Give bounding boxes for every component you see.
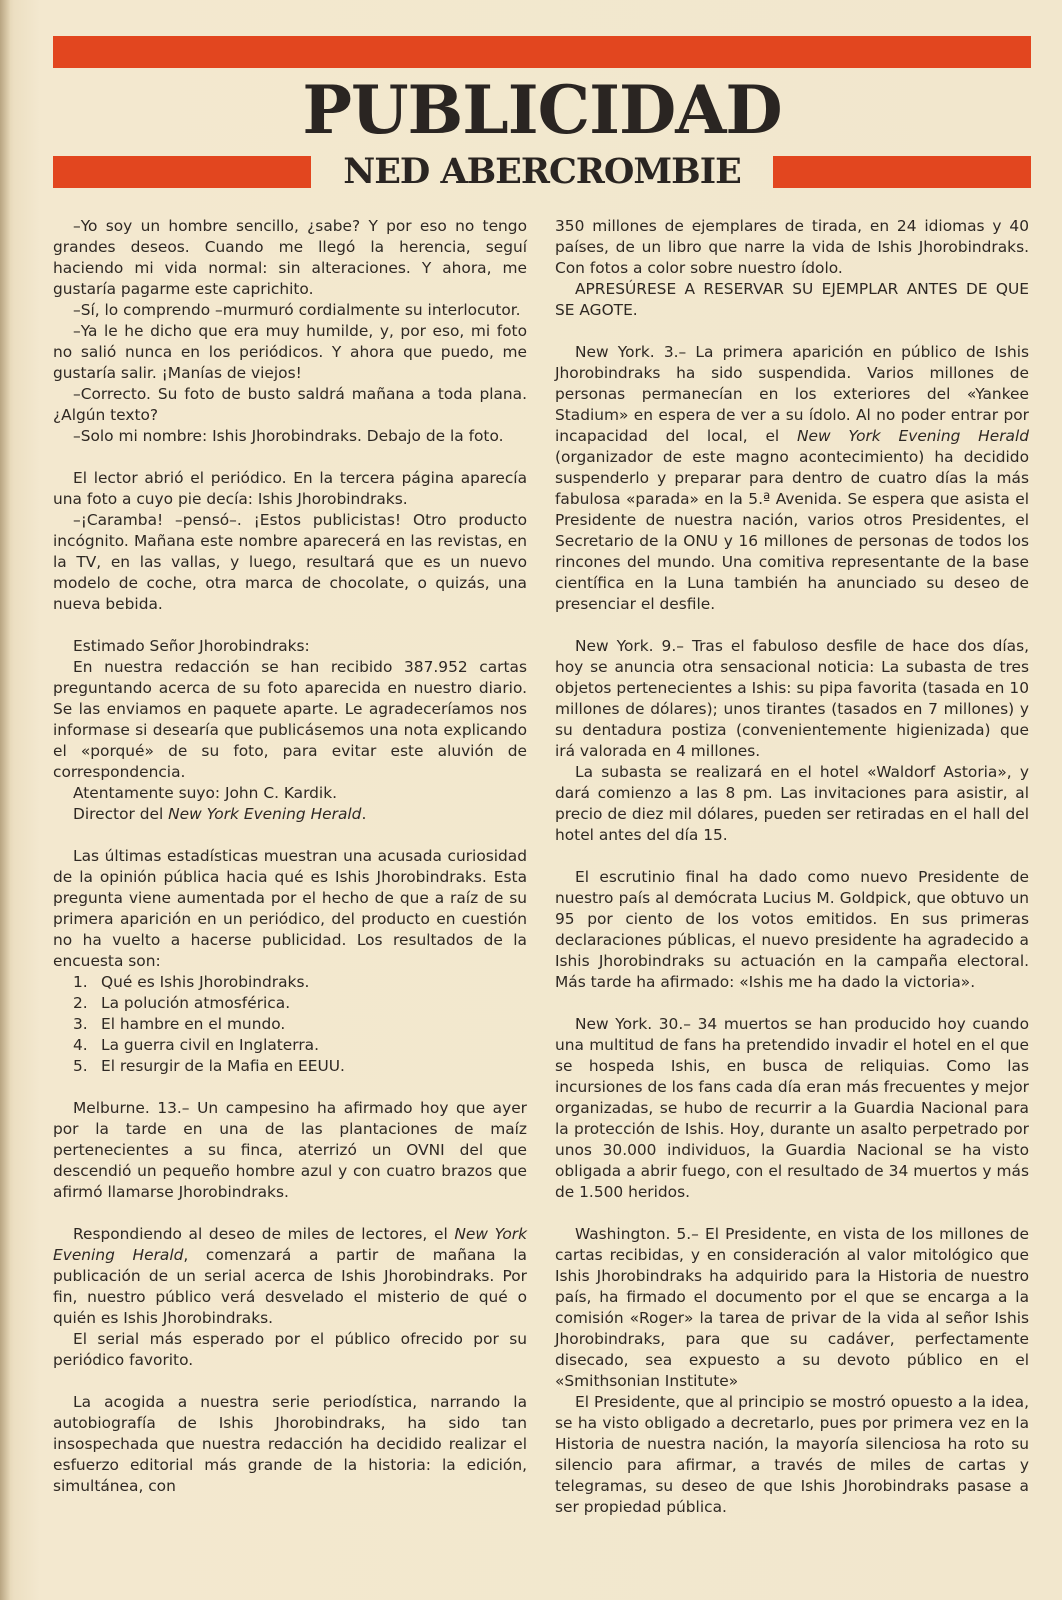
paragraph: El Presidente, que al principio se mostró opuesto a la idea, se ha visto obligado a decretarlo, pues por primera vez en la Historia de nuestra nación, la mayoría silenciosa ha roto su silencio para afirmar, a través de miles de cartas y telegramas, su deseo de que Ishis Jhorobindraks pasase a ser propiedad pública. xyxy=(555,1393,1029,1516)
paragraph: En nuestra redacción se han recibido 387.952 cartas preguntando acerca de su foto aparecida en nuestro diario. Se las enviamos en paquete aparte. Le agradeceríamos nos informase si desearía que publicásemos una nota explicando el «porqué» de su foto, para evitar este aluvión de correspondencia. xyxy=(53,658,527,781)
author-name: NED ABERCROMBIE xyxy=(343,151,741,192)
list-item: 5. El resurgir de la Mafia en EEUU. xyxy=(73,1057,345,1075)
left-column xyxy=(53,216,527,1497)
list-item: 3. El hambre en el mundo. xyxy=(73,1015,286,1033)
paragraph: –Sí, lo comprendo –murmuró cordialmente su interlocutor. xyxy=(73,301,521,319)
paragraph: –Correcto. Su foto de busto saldrá mañana a toda plana. ¿Algún texto? xyxy=(53,385,527,424)
paragraph: Respondiendo al deseo de miles de lectores, el New York Evening Herald, comenzará a partir de mañana la publicación de un serial acerca de Ishis Jhorobindraks. Por fin, nuestro público verá desvelado el misterio de qué o quién es Ishis Jhorobindraks. xyxy=(53,1225,527,1327)
paragraph: New York. 30.– 34 muertos se han producido hoy cuando una multitud de fans ha pretendido invadir el hotel en el que se hospeda Ishis, en busca de reliquias. Como las incursiones de los fans cada día eran más frecuentes y mejor organizadas, se hubo de recurrir a la Guardia Nacional para la protección de Ishis. Hoy, durante un asalto perpetrado por unos 30.000 individuos, la Guardia Nacional se ha visto obligada a abrir fuego, con el resultado de 34 muertos y más de 1.500 heridos. xyxy=(555,1015,1029,1201)
list-item: 1. Qué es Ishis Jhorobindraks. xyxy=(73,973,310,991)
list-item: 2. La polución atmosférica. xyxy=(73,994,291,1012)
paragraph: El serial más esperado por el público ofrecido por su periódico favorito. xyxy=(53,1330,527,1369)
author-left-bar xyxy=(53,156,311,188)
paragraph: –Ya le he dicho que era muy humilde, y, por eso, mi foto no salió nunca en los periódicos. Y ahora que puedo, me gustaría salir. ¡Manías de viejos! xyxy=(53,322,527,382)
paragraph: New York. 3.– La primera aparición en público de Ishis Jhorobindraks ha sido suspendida. Varios millones de personas permanecían en los exteriores del «Yankee Stadium» en espera de ver a su ídolo. Al no poder entrar por incapacidad del local, el New York Evening Herald (organizador de este magno acontecimiento) ha decidido suspenderlo y preparar para dentro de cuatro días la más fabulosa «parada» en la 5.ª Avenida. Se espera que asista el Presidente de nuestra nación, varios otros Presidentes, el Secretario de la ONU y 16 millones de personas de todos los rincones del mundo. Una comitiva representante de la base científica en la Luna también ha anunciado su deseo de presenciar el desfile. xyxy=(555,343,1029,613)
paragraph: Las últimas estadísticas muestran una acusada curiosidad de la opinión pública hacia qué es Ishis Jhorobindraks. Esta pregunta viene aumentada por el hecho de que a raíz de su primera aparición en un periódico, del producto en cuestión no ha vuelto a hacerse publicidad. Los resultados de la encuesta son: xyxy=(53,847,527,970)
author-row xyxy=(53,152,1031,192)
paragraph: Melburne. 13.– Un campesino ha afirmado hoy que ayer por la tarde en una de las plantaciones de maíz pertenecientes a su finca, aterrizó un OVNI del que descendió un pequeño hombre azul y con cuatro brazos que afirmó llamarse Jhorobindraks. xyxy=(53,1099,527,1201)
page-spine-shadow xyxy=(0,0,10,1600)
paragraph: 350 millones de ejemplares de tirada, en 24 idiomas y 40 países, de un libro que narre la vida de Ishis Jhorobindraks. Con fotos a color sobre nuestro ídolo. xyxy=(555,217,1029,277)
survey-results-list xyxy=(53,972,527,1077)
paragraph: La subasta se realizará en el hotel «Waldorf Astoria», y dará comienzo a las 8 pm. Las invitaciones para asistir, al precio de diez mil dólares, pueden ser retiradas en el hall del hotel antes del día 15. xyxy=(555,763,1029,844)
author-right-bar xyxy=(773,156,1031,188)
paragraph: El escrutinio final ha dado como nuevo Presidente de nuestro país al demócrata Lucius M. Goldpick, que obtuvo un 95 por ciento de los votos emitidos. En sus primeras declaraciones públicas, el nuevo presidente ha agradecido a Ishis Jhorobindraks su actuación en la campaña electoral. Más tarde ha afirmado: «Ishis me ha dado la victoria». xyxy=(555,868,1029,991)
paragraph: APRESÚRESE A RESERVAR SU EJEMPLAR ANTES DE QUE SE AGOTE. xyxy=(555,280,1029,319)
paragraph: El lector abrió el periódico. En la tercera página aparecía una foto a cuyo pie decía: Ishis Jhorobindraks. xyxy=(53,469,527,508)
list-item: 4. La guerra civil en Inglaterra. xyxy=(73,1036,319,1054)
paragraph: –¡Caramba! –pensó–. ¡Estos publicistas! Otro producto incógnito. Mañana este nombre aparecerá en las revistas, en la TV, en las vallas, y luego, resultará que es un nuevo modelo de coche, otra marca de chocolate, o quizás, una nueva bebida. xyxy=(53,511,527,613)
paragraph: La acogida a nuestra serie periodística, narrando la autobiografía de Ishis Jhorobindraks, ha sido tan insospechada que nuestra redacción ha decidido realizar el esfuerzo editorial más grande de la historia: la edición, simultánea, con xyxy=(53,1393,527,1495)
letter-signature: Atentamente suyo: John C. Kardik. xyxy=(73,784,338,802)
right-column xyxy=(555,216,1029,1518)
letter-signature-title: Director del New York Evening Herald. xyxy=(73,805,367,823)
paragraph: New York. 9.– Tras el fabuloso desfile de hace dos días, hoy se anuncia otra sensacional noticia: La subasta de tres objetos pertenecientes a Ishis: su pipa favorita (tasada en 10 millones de dólares); unos tirantes (tasados en 7 millones) y su dentadura postiza (convenientemente higienizada) que irá valorada en 4 millones. xyxy=(555,637,1029,760)
paragraph: Washington. 5.– El Presidente, en vista de los millones de cartas recibidas, y en consideración al valor mitológico que Ishis Jhorobindraks ha adquirido para la Historia de nuestro país, ha firmado el documento por el que se encarga a la comisión «Roger» la tarea de privar de la vida al señor Ishis Jhorobindraks, para que su cadáver, perfectamente disecado, sea expuesto a su devoto público en el «Smithsonian Institute» xyxy=(555,1225,1029,1390)
paragraph: –Solo mi nombre: Ishis Jhorobindraks. Debajo de la foto. xyxy=(73,427,504,445)
paragraph: –Yo soy un hombre sencillo, ¿sabe? Y por eso no tengo grandes deseos. Cuando me llegó la herencia, seguí haciendo mi vida normal: sin alteraciones. Y ahora, me gustaría pagarme este caprichito. xyxy=(53,217,527,298)
page-title: PUBLICIDAD xyxy=(302,71,782,149)
header-top-bar xyxy=(53,36,1031,68)
letter-salutation: Estimado Señor Jhorobindraks: xyxy=(73,637,310,655)
